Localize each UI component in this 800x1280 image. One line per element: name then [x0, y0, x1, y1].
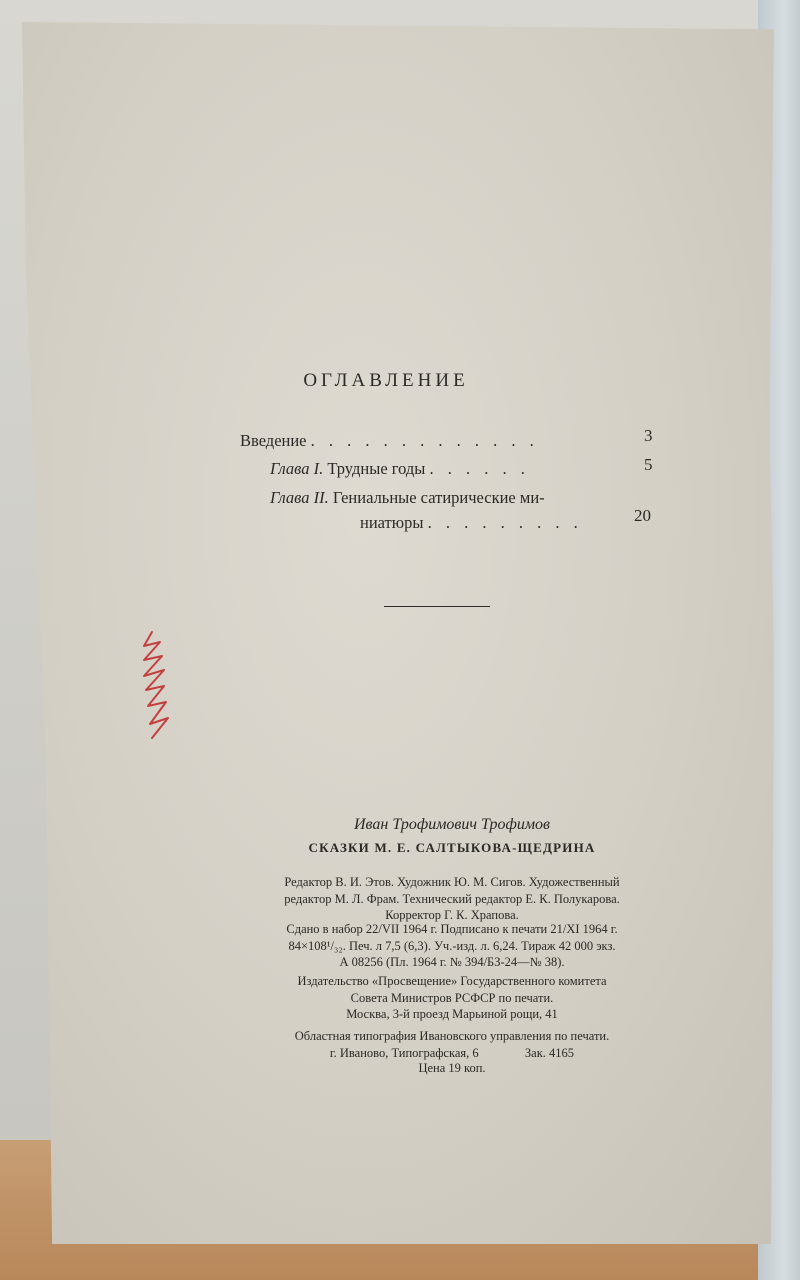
printing-line: А 08256 (Пл. 1964 г. № 394/БЗ-24—№ 38).	[339, 955, 565, 969]
printing-line: 84×108¹/₃₂. Печ. л 7,5 (6,3). Уч.-изд. л. 6,24. Тираж 42 000 экз.	[288, 938, 616, 953]
toc-entry-text: Введение	[240, 431, 307, 450]
author-name: Иван Трофимович Трофимов	[354, 816, 550, 833]
toc-chapter-label: Глава I.	[270, 459, 324, 478]
credits-line: Корректор Г. К. Храпова.	[385, 908, 519, 922]
toc-entry-continuation	[360, 513, 583, 533]
publisher-line: Москва, 3-й проезд Марьиной рощи, 41	[346, 1007, 558, 1021]
printing-house-line	[192, 1045, 712, 1062]
toc-entry-chapter-1	[270, 459, 530, 479]
toc-chapter-label: Глава II.	[270, 488, 329, 507]
printing-info-block	[192, 921, 712, 971]
toc-heading: ОГЛАВЛЕНИЕ	[303, 370, 469, 391]
publisher-line: Издательство «Просвещение» Государственного комитета	[297, 974, 607, 988]
order-number: Зак. 4165	[524, 1045, 575, 1060]
toc-leader-dots: . . . . . .	[429, 459, 530, 478]
page-content	[22, 22, 774, 1244]
price-label: Цена 19 коп.	[418, 1061, 486, 1075]
toc-entry-text: Гениальные сатирические ми-	[332, 488, 545, 507]
printing-house-address: г. Иваново, Типографская, 6	[329, 1045, 479, 1060]
toc-entry-intro	[240, 431, 539, 451]
publisher-block	[192, 973, 712, 1023]
toc-entry-text: ниатюры	[360, 513, 424, 532]
toc-page-number: 3	[644, 426, 653, 445]
divider-rule	[384, 606, 490, 607]
printing-line: Сдано в набор 22/VII 1964 г. Подписано к печати 21/XI 1964 г.	[286, 922, 618, 936]
toc-entry-chapter-2	[270, 488, 545, 508]
credits-line: Редактор В. И. Этов. Художник Ю. М. Сигов. Художественный	[284, 875, 620, 889]
credits-block	[192, 874, 712, 924]
publisher-line: Совета Министров РСФСР по печати.	[350, 990, 554, 1005]
toc-page-number: 20	[634, 506, 651, 525]
toc-leader-dots: . . . . . . . . . . . . .	[310, 431, 539, 450]
toc-leader-dots: . . . . . . . . .	[427, 513, 583, 532]
toc-page-number: 5	[644, 455, 653, 474]
credits-line: редактор М. Л. Фрам. Технический редактор Е. К. Полукарова.	[284, 891, 620, 906]
book-title: СКАЗКИ М. Е. САЛТЫКОВА-ЩЕДРИНА	[308, 840, 596, 855]
printing-house-line: Областная типография Ивановского управления по печати.	[294, 1029, 610, 1043]
pen-scribble-mark	[138, 628, 178, 748]
printing-house-block	[192, 1028, 712, 1061]
toc-entry-text: Трудные годы	[327, 459, 426, 478]
